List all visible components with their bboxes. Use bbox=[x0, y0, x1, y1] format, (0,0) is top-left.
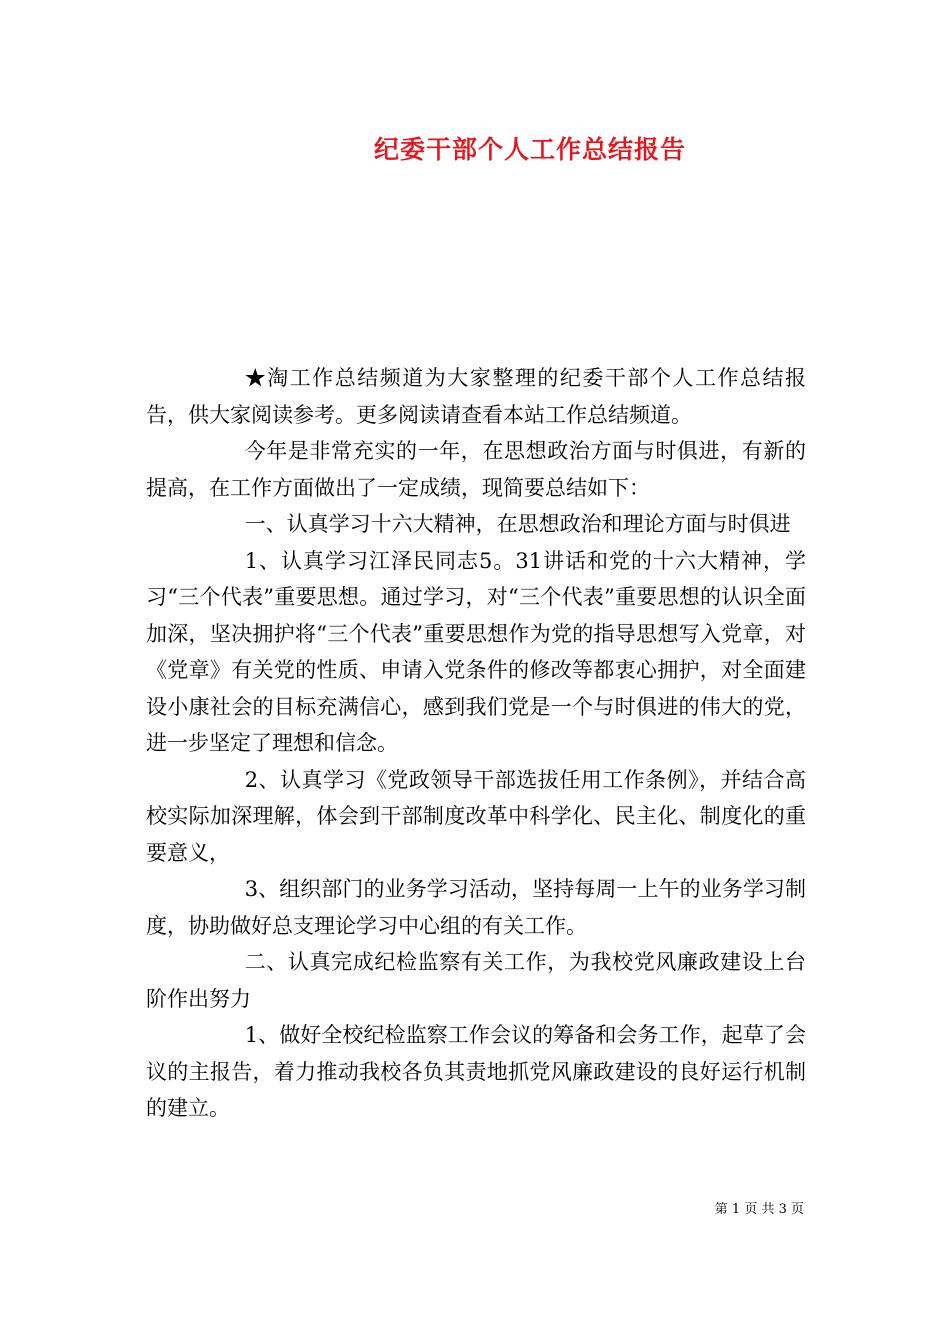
section-heading-1: 一、认真学习十六大精神，在思想政治和理论方面与时俱进 bbox=[244, 512, 791, 536]
section-heading-2: 二、认真完成纪检监察有关工作，为我校党风廉政建设上台阶作出努力 bbox=[146, 950, 806, 1011]
paragraph-item-1-1: 1、认真学习江泽民同志5。31讲话和党的十六大精神，学习“三个代表”重要思想。通过学习，对“三个代表”重要思想的认识全面加深，坚决拥护将“三个代表”重要思想作为党的指导思想写入党章，对《党章》有关党的性质、申请入党条件的修改等都衷心拥护，对全面建设小康社会的目标充满信心，感到我们党是一个与时俱进的伟大的党，进一步坚定了理想和信念。 bbox=[146, 548, 806, 755]
paragraph-intro: ★淘工作总结频道为大家整理的纪委干部个人工作总结报告，供大家阅读参考。更多阅读请查看本站工作总结频道。 bbox=[146, 366, 806, 427]
page-title: 纪委干部个人工作总结报告 bbox=[373, 135, 686, 164]
paragraph-item-1-3: 3、组织部门的业务学习活动，坚持每周一上午的业务学习制度，协助做好总支理论学习中心组的有关工作。 bbox=[146, 877, 806, 938]
document-body bbox=[146, 360, 806, 1127]
page-footer: 第 1 页 共 3 页 bbox=[714, 1202, 804, 1217]
paragraph-item-2-1: 1、做好全校纪检监察工作会议的筹备和会务工作，起草了会议的主报告，着力推动我校各负其责地抓党风廉政建设的良好运行机制的建立。 bbox=[146, 1023, 806, 1120]
paragraph-overview: 今年是非常充实的一年，在思想政治方面与时俱进，有新的提高，在工作方面做出了一定成绩，现简要总结如下： bbox=[146, 439, 806, 500]
paragraph-item-1-2: 2、认真学习《党政领导干部选拔任用工作条例》，并结合高校实际加深理解，体会到干部制度改革中科学化、民主化、制度化的重要意义， bbox=[146, 767, 806, 865]
